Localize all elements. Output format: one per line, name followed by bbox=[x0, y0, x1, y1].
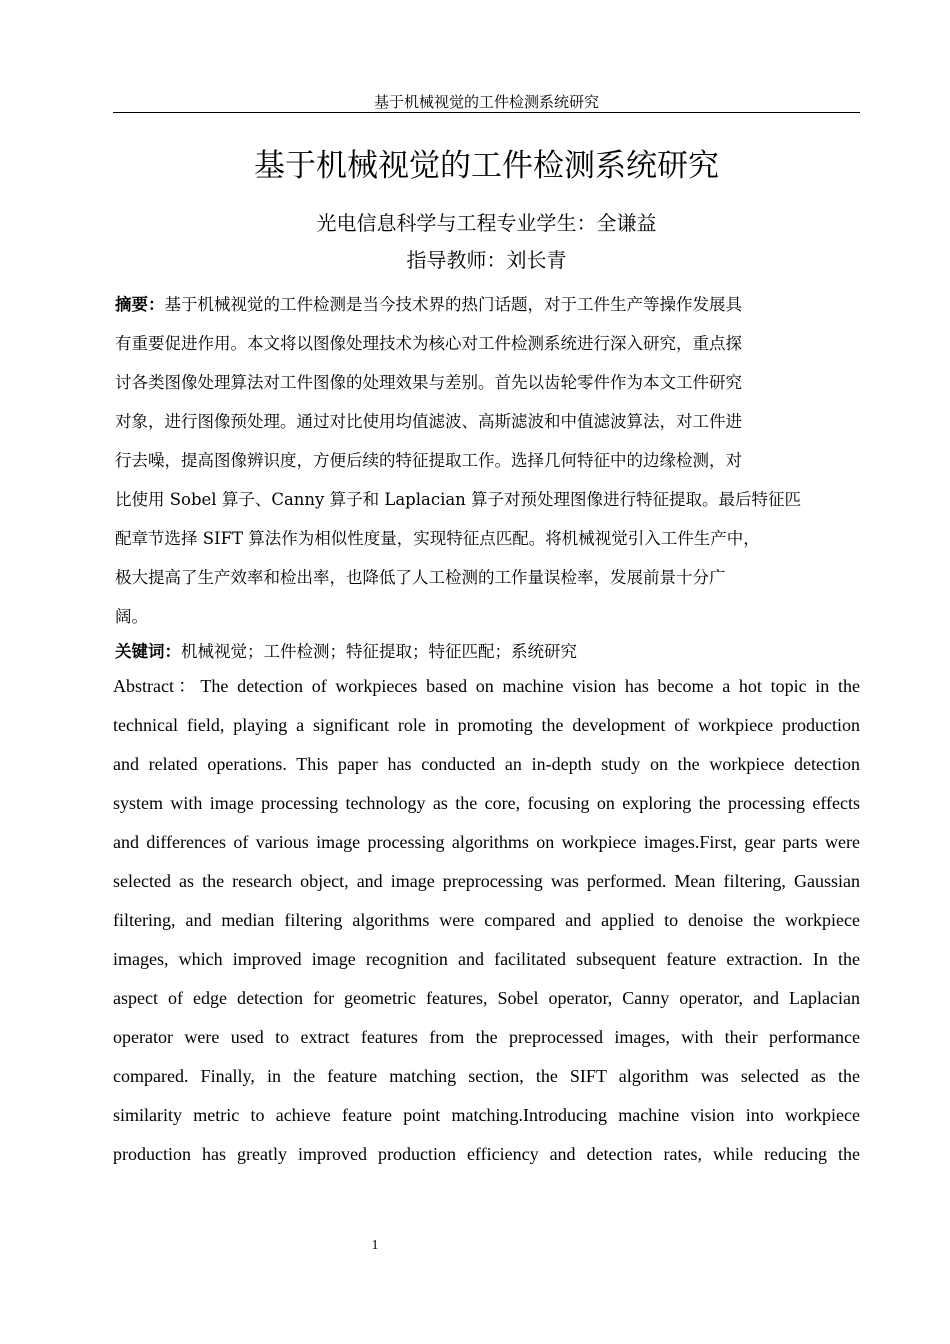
page-number: 1 bbox=[371, 1238, 379, 1253]
chinese-abstract bbox=[115, 285, 858, 636]
keywords-label: 关键词： bbox=[115, 642, 181, 661]
en-abstract-line: Abstract：The detection of workpieces based on machine vision has become a hot topic in the bbox=[113, 676, 860, 696]
running-header: 基于机械视觉的工件检测系统研究 bbox=[373, 93, 599, 111]
header-rule bbox=[113, 112, 860, 113]
keywords-text: 机械视觉；工件检测；特征提取；特征匹配；系统研究 bbox=[181, 642, 577, 661]
en-abstract-line: operator were used to extract features from the preprocessed images, with their performance bbox=[113, 1027, 860, 1047]
cn-abstract-line: 有重要促进作用。本文将以图像处理技术为核心对工件检测系统进行深入研究，重点探 bbox=[115, 334, 742, 353]
cn-abstract-line: 阔。 bbox=[115, 607, 148, 626]
advisor-line: 指导教师：刘长青 bbox=[406, 248, 567, 272]
en-abstract-line: aspect of edge detection for geometric features, Sobel operator, Canny operator, and Laplacian bbox=[113, 988, 860, 1008]
paper-title: 基于机械视觉的工件检测系统研究 bbox=[254, 148, 719, 184]
cn-abstract-line bbox=[115, 285, 858, 324]
cn-abstract-text: 基于机械视觉的工件检测是当今技术界的热门话题，对于工件生产等操作发展具 bbox=[164, 295, 742, 314]
cn-abstract-label: 摘要： bbox=[115, 295, 165, 314]
en-abstract-line: images, which improved image recognition and facilitated subsequent feature extraction. In the bbox=[113, 949, 860, 969]
en-abstract-line: filtering, and median filtering algorithms were compared and applied to denoise the workpiece bbox=[113, 910, 860, 930]
en-abstract-line: and related operations. This paper has conducted an in-depth study on the workpiece detection bbox=[113, 754, 860, 774]
en-abstract-line: compared. Finally, in the feature matching section, the SIFT algorithm was selected as the bbox=[113, 1066, 860, 1086]
en-abstract-line: production has greatly improved production efficiency and detection rates, while reducing the bbox=[113, 1144, 860, 1164]
en-abstract-line: technical field, playing a significant role in promoting the development of workpiece production bbox=[113, 715, 860, 735]
author-line: 光电信息科学与工程专业学生：全谦益 bbox=[316, 211, 657, 235]
cn-abstract-line: 讨各类图像处理算法对工件图像的处理效果与差别。首先以齿轮零件作为本文工件研究 bbox=[115, 373, 742, 392]
english-abstract bbox=[113, 667, 860, 1174]
cn-abstract-line: 配章节选择 SIFT 算法作为相似性度量，实现特征点匹配。将机械视觉引入工件生产中， bbox=[115, 529, 760, 548]
en-abstract-line: and differences of various image processing algorithms on workpiece images.First, gear parts were bbox=[113, 832, 860, 852]
cn-abstract-line: 极大提高了生产效率和检出率，也降低了人工检测的工作量误检率，发展前景十分广 bbox=[115, 568, 726, 587]
cn-abstract-line: 行去噪，提高图像辨识度，方便后续的特征提取工作。选择几何特征中的边缘检测，对 bbox=[115, 451, 742, 470]
en-abstract-line: system with image processing technology as the core, focusing on exploring the processing effects bbox=[113, 793, 860, 813]
cn-abstract-line: 对象，进行图像预处理。通过对比使用均值滤波、高斯滤波和中值滤波算法，对工件进 bbox=[115, 412, 742, 431]
keywords bbox=[115, 632, 858, 671]
cn-abstract-line: 比使用 Sobel 算子、Canny 算子和 Laplacian 算子对预处理图像进行特征提取。最后特征匹 bbox=[115, 490, 802, 509]
en-abstract-line: similarity metric to achieve feature point matching.Introducing machine vision into workpiece bbox=[113, 1105, 860, 1125]
en-abstract-line: selected as the research object, and image preprocessing was performed. Mean filtering, Gaussian bbox=[113, 871, 860, 891]
